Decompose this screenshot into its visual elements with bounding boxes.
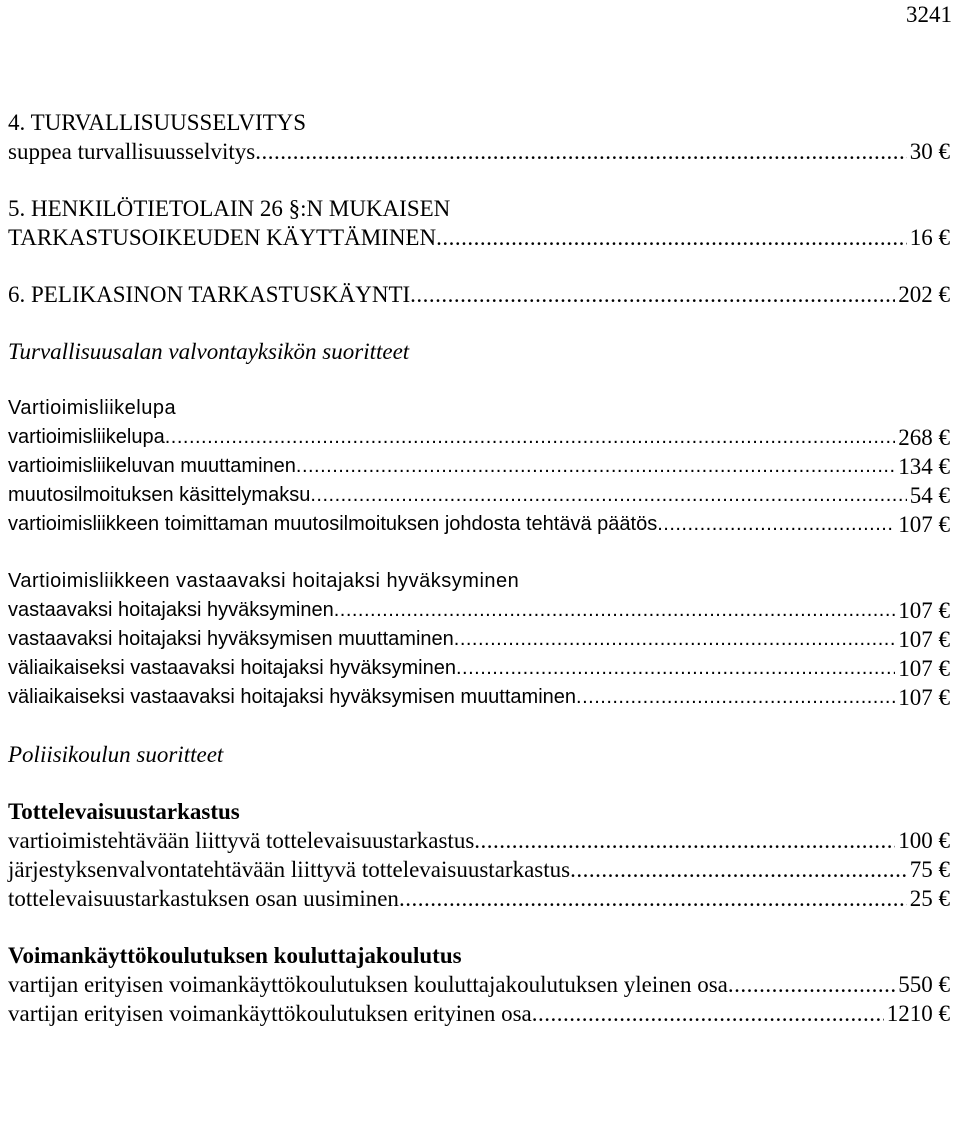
leader-dots bbox=[728, 970, 895, 999]
item-label: muutosilmoituksen käsittelymaksu bbox=[8, 484, 311, 506]
leader-dots bbox=[165, 423, 896, 452]
leader-dots bbox=[454, 625, 895, 654]
leader-dots bbox=[456, 654, 895, 683]
item-price: 107 € bbox=[898, 512, 950, 537]
list-item bbox=[8, 223, 950, 252]
item-price: 1210 € bbox=[886, 1001, 950, 1026]
item-label: vartioimistehtävään liittyvä tottelevaisuustarkastus bbox=[8, 828, 475, 853]
item-price: 107 € bbox=[898, 598, 950, 623]
item-price: 107 € bbox=[898, 656, 950, 681]
leader-dots bbox=[410, 280, 895, 309]
section-title: Turvallisuusalan valvontayksikön suoritteet bbox=[8, 339, 410, 364]
subsection-heading: Vartioimisliikkeen vastaavaksi hoitajaksi hyväksyminen bbox=[8, 570, 520, 592]
list-item bbox=[8, 280, 950, 309]
list-item bbox=[8, 625, 950, 654]
section-5-heading: 5. HENKILÖTIETOLAIN 26 §:N MUKAISEN bbox=[8, 196, 451, 221]
item-price: 550 € bbox=[898, 972, 950, 997]
item-price: 268 € bbox=[898, 425, 950, 450]
list-item bbox=[8, 654, 950, 683]
item-label: vartijan erityisen voimankäyttökoulutuksen erityinen osa bbox=[8, 1001, 532, 1026]
subsection-heading: Vartioimisliikelupa bbox=[8, 397, 177, 419]
leader-dots bbox=[532, 999, 884, 1028]
list-item bbox=[8, 970, 950, 999]
leader-dots bbox=[255, 137, 907, 166]
leader-dots bbox=[296, 452, 895, 481]
item-label: vartioimisliikeluvan muuttaminen bbox=[8, 455, 296, 477]
list-item bbox=[8, 826, 950, 855]
item-label: suppea turvallisuusselvitys bbox=[8, 139, 256, 164]
item-label: vartioimisliikelupa bbox=[8, 426, 165, 448]
item-label: vartijan erityisen voimankäyttökoulutuksen kouluttajakoulutuksen yleinen osa bbox=[8, 972, 728, 997]
price-list bbox=[8, 108, 950, 1028]
item-label: vartioimisliikkeen toimittaman muutosilmoituksen johdosta tehtävä päätös bbox=[8, 513, 658, 535]
leader-dots bbox=[657, 510, 895, 539]
leader-dots bbox=[474, 826, 895, 855]
item-price: 100 € bbox=[898, 828, 950, 853]
list-item bbox=[8, 423, 950, 452]
leader-dots bbox=[310, 481, 906, 510]
item-price: 202 € bbox=[898, 282, 950, 307]
item-price: 16 € bbox=[909, 225, 950, 250]
item-price: 134 € bbox=[898, 454, 950, 479]
list-item bbox=[8, 683, 950, 712]
item-label: vastaavaksi hoitajaksi hyväksymisen muuttaminen bbox=[8, 628, 454, 650]
leader-dots bbox=[436, 223, 907, 252]
list-item bbox=[8, 137, 950, 166]
item-label: 6. PELIKASINON TARKASTUSKÄYNTI bbox=[8, 282, 411, 307]
item-label: väliaikaiseksi vastaavaksi hoitajaksi hyväksyminen bbox=[8, 657, 456, 679]
item-label: TARKASTUSOIKEUDEN KÄYTTÄMINEN bbox=[8, 225, 437, 250]
item-price: 30 € bbox=[909, 139, 950, 164]
list-item bbox=[8, 855, 950, 884]
item-price: 107 € bbox=[898, 685, 950, 710]
subsection-heading: Voimankäyttökoulutuksen kouluttajakoulutus bbox=[8, 943, 462, 968]
item-price: 25 € bbox=[909, 886, 950, 911]
leader-dots bbox=[576, 683, 895, 712]
item-price: 54 € bbox=[909, 483, 950, 508]
section-4-heading: 4. TURVALLISUUSSELVITYS bbox=[8, 110, 307, 135]
list-item bbox=[8, 510, 950, 539]
list-item bbox=[8, 452, 950, 481]
leader-dots bbox=[399, 884, 907, 913]
list-item bbox=[8, 999, 950, 1028]
item-label: väliaikaiseksi vastaavaksi hoitajaksi hyväksymisen muuttaminen bbox=[8, 686, 577, 708]
list-item bbox=[8, 884, 950, 913]
list-item bbox=[8, 596, 950, 625]
list-item bbox=[8, 481, 950, 510]
section-title: Poliisikoulun suoritteet bbox=[8, 742, 224, 767]
subsection-heading: Tottelevaisuustarkastus bbox=[8, 799, 240, 824]
leader-dots bbox=[570, 855, 907, 884]
page-number: 3241 bbox=[906, 2, 952, 27]
item-label: vastaavaksi hoitajaksi hyväksyminen bbox=[8, 599, 334, 621]
item-price: 75 € bbox=[909, 857, 950, 882]
item-label: järjestyksenvalvontatehtävään liittyvä tottelevaisuustarkastus bbox=[8, 857, 571, 882]
item-label: tottelevaisuustarkastuksen osan uusiminen bbox=[8, 886, 399, 911]
leader-dots bbox=[334, 596, 896, 625]
item-price: 107 € bbox=[898, 627, 950, 652]
